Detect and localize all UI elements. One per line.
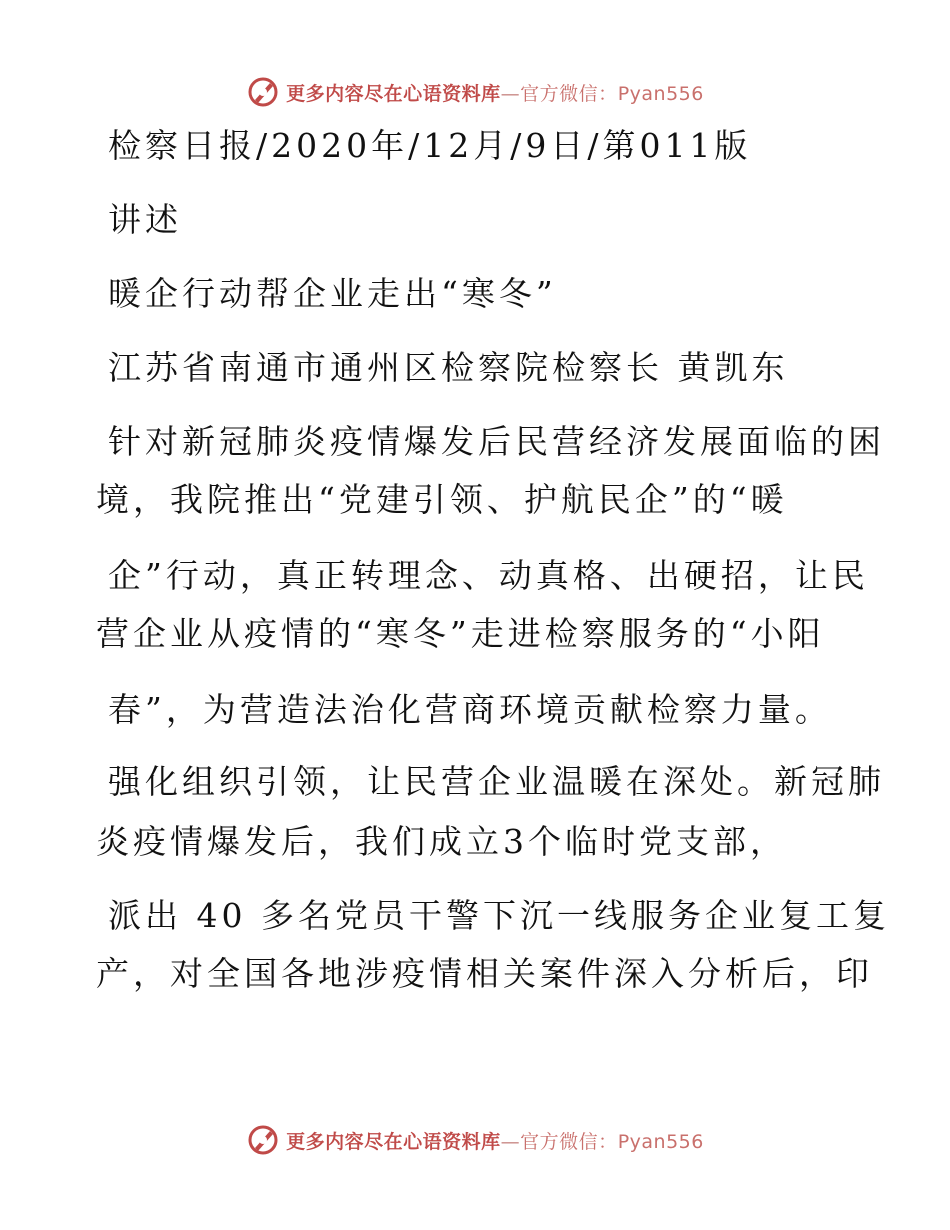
watermark-banner-top: [0, 72, 950, 112]
paragraph-line: 针对新冠肺炎疫情爆发后民营经济发展面临的困: [108, 422, 885, 461]
article-author: 江苏省南通市通州区检察院检察长 黄凯东: [108, 348, 789, 387]
watermark-wechat-id: Pyan556: [617, 1130, 704, 1153]
watermark-text: [286, 79, 704, 106]
paragraph-line: 强化组织引领，让民营企业温暖在深处。新冠肺: [108, 762, 885, 801]
watermark-text: [286, 1127, 704, 1154]
paragraph-line: 派出 40 多名党员干警下沉一线服务企业复工复: [108, 896, 890, 935]
watermark-separator: —: [500, 1130, 521, 1153]
watermark-wechat-id: Pyan556: [617, 82, 704, 105]
paragraph-line: 境，我院推出“党建引领、护航民企”的“暖: [96, 480, 788, 519]
watermark-separator: —: [500, 82, 521, 105]
article-column: 讲述: [108, 200, 182, 239]
paragraph-line: 产，对全国各地涉疫情相关案件深入分析后，印: [96, 954, 873, 993]
watermark-site: 更多内容尽在心语资料库: [286, 1130, 501, 1153]
article-source: 检察日报/2020年/12月/9日/第011版: [108, 126, 752, 165]
paragraph-line: 炎疫情爆发后，我们成立3个临时党支部，: [96, 822, 787, 861]
watermark-banner-bottom: [0, 1120, 950, 1160]
pen-circle-logo-icon: [246, 75, 280, 109]
paragraph-line: 企”行动，真正转理念、动真格、出硬招，让民: [108, 556, 869, 595]
paragraph-line: 春”，为营造法治化营商环境贡献检察力量。: [108, 690, 832, 729]
article-title: 暖企行动帮企业走出“寒冬”: [108, 274, 557, 313]
watermark-wechat-label: 官方微信：: [520, 1130, 618, 1153]
watermark-wechat-label: 官方微信：: [520, 82, 618, 105]
watermark-site: 更多内容尽在心语资料库: [286, 82, 501, 105]
paragraph-line: 营企业从疫情的“寒冬”走进检察服务的“小阳: [96, 614, 825, 653]
pen-circle-logo-icon: [246, 1123, 280, 1157]
